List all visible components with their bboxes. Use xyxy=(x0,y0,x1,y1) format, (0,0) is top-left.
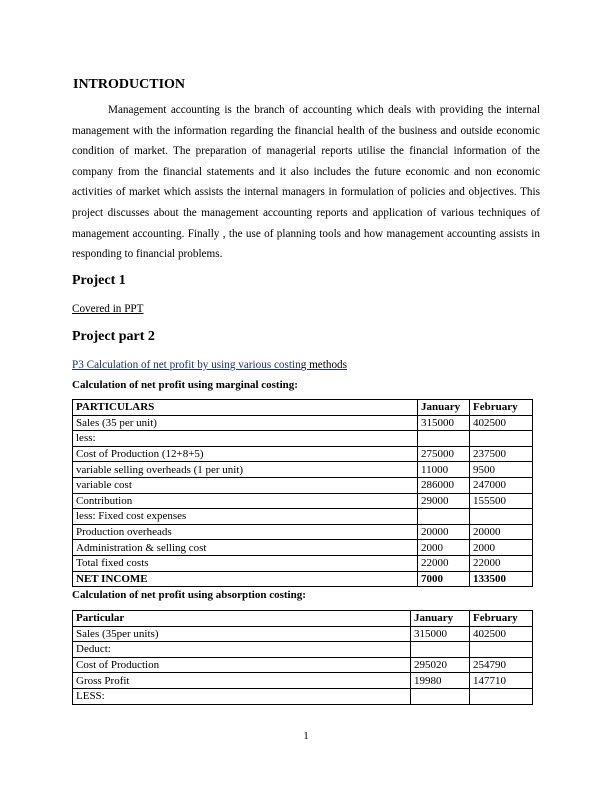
table-row xyxy=(73,657,533,673)
table-cell xyxy=(470,688,533,704)
table-cell: 247000 xyxy=(470,477,533,493)
project2-link-text: P3 Calculation of net profit by using various costin xyxy=(72,359,301,371)
table-cell: Sales (35 per unit) xyxy=(73,415,418,431)
table-row xyxy=(73,673,533,689)
table-cell: Total fixed costs xyxy=(73,555,418,571)
table-cell: 20000 xyxy=(470,524,533,540)
table-cell: Administration & selling cost xyxy=(73,540,418,556)
table-cell xyxy=(418,509,470,525)
table-cell: 2000 xyxy=(470,540,533,556)
table-cell: 20000 xyxy=(418,524,470,540)
header-cell: January xyxy=(411,611,470,627)
project2-link-tail: g methods xyxy=(300,359,348,371)
total-cell: 133500 xyxy=(470,571,533,587)
table-cell: Deduct: xyxy=(73,642,411,658)
table-cell: 19980 xyxy=(411,673,470,689)
table-cell xyxy=(418,431,470,447)
table-cell: Production overheads xyxy=(73,524,418,540)
total-cell: 7000 xyxy=(418,571,470,587)
table-header-row xyxy=(73,611,533,627)
table-cell xyxy=(470,509,533,525)
introduction-paragraph: Management accounting is the branch of accounting which deals with providing the internal management with the information regarding the financial health of the business and outside economic condition of market. The preparation of managerial reports utilise the financial information of the company from the financial statements and it also includes the future economic and non economic activities of market which assists the internal managers in formulation of policies and objectives. This project discusses about the management accounting reports and application of various techniques of management accounting. Finally , the use of planning tools and how management accounting assists in responding to financial problems. xyxy=(72,104,540,261)
page-number: 1 xyxy=(303,730,309,742)
table-row xyxy=(73,555,533,571)
table-row xyxy=(73,415,533,431)
table-row xyxy=(73,626,533,642)
table-row xyxy=(73,524,533,540)
table-cell: Gross Profit xyxy=(73,673,411,689)
table-cell: 155500 xyxy=(470,493,533,509)
table-cell: 237500 xyxy=(470,446,533,462)
header-cell: January xyxy=(418,400,470,416)
table-cell: 402500 xyxy=(470,415,533,431)
table-cell: LESS: xyxy=(73,688,411,704)
table-row xyxy=(73,493,533,509)
table-cell xyxy=(470,642,533,658)
table-cell xyxy=(411,688,470,704)
table-row xyxy=(73,642,533,658)
table-cell: Sales (35per units) xyxy=(73,626,411,642)
net-income-row xyxy=(73,571,533,587)
table-cell xyxy=(411,642,470,658)
marginal-costing-table xyxy=(72,399,533,587)
header-cell: Particular xyxy=(73,611,411,627)
table-row xyxy=(73,446,533,462)
table-row xyxy=(73,540,533,556)
table-cell: 9500 xyxy=(470,462,533,478)
table-header-row xyxy=(73,400,533,416)
table-cell: 254790 xyxy=(470,657,533,673)
table-cell: variable selling overheads (1 per unit) xyxy=(73,462,418,478)
table-cell: 147710 xyxy=(470,673,533,689)
table-cell: less: Fixed cost expenses xyxy=(73,509,418,525)
table-row xyxy=(73,431,533,447)
table-cell xyxy=(470,431,533,447)
introduction-heading: INTRODUCTION xyxy=(73,77,186,92)
marginal-caption: Calculation of net profit using marginal costing: xyxy=(72,379,298,391)
table-row xyxy=(73,688,533,704)
table-cell: Cost of Production (12+8+5) xyxy=(73,446,418,462)
project1-link[interactable]: Covered in PPT xyxy=(72,303,144,315)
table-row xyxy=(73,509,533,525)
header-cell: PARTICULARS xyxy=(73,400,418,416)
header-cell: February xyxy=(470,400,533,416)
table-row xyxy=(73,477,533,493)
absorption-caption: Calculation of net profit using absorption costing: xyxy=(72,589,306,601)
table-cell: Contribution xyxy=(73,493,418,509)
table-cell: 22000 xyxy=(470,555,533,571)
table-cell: 275000 xyxy=(418,446,470,462)
table-cell: 315000 xyxy=(411,626,470,642)
header-cell: February xyxy=(470,611,533,627)
table-row xyxy=(73,462,533,478)
table-cell: 2000 xyxy=(418,540,470,556)
table-cell: 29000 xyxy=(418,493,470,509)
table-cell: Cost of Production xyxy=(73,657,411,673)
project2-heading: Project part 2 xyxy=(72,329,155,344)
table-cell: 295020 xyxy=(411,657,470,673)
project2-link[interactable] xyxy=(72,359,347,371)
table-cell: less: xyxy=(73,431,418,447)
table-cell: 11000 xyxy=(418,462,470,478)
project1-heading: Project 1 xyxy=(72,273,126,288)
total-cell: NET INCOME xyxy=(73,571,418,587)
table-cell: 402500 xyxy=(470,626,533,642)
absorption-costing-table xyxy=(72,610,533,705)
table-cell: 22000 xyxy=(418,555,470,571)
table-cell: 315000 xyxy=(418,415,470,431)
table-cell: 286000 xyxy=(418,477,470,493)
table-cell: variable cost xyxy=(73,477,418,493)
